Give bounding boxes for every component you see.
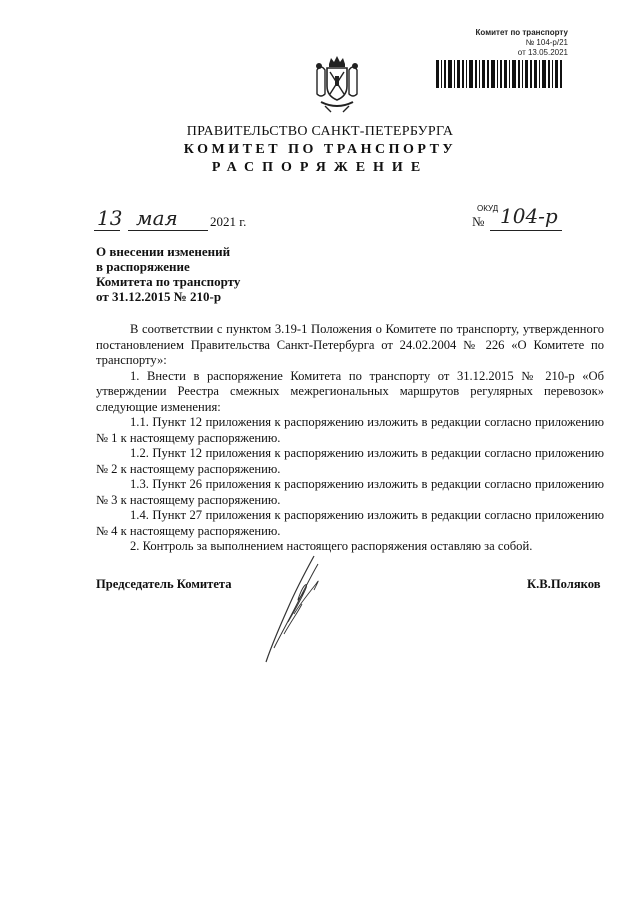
item-2-paragraph: 2. Контроль за выполнением настоящего распоряжения оставляю за собой. — [130, 539, 533, 553]
registration-stamp — [440, 28, 568, 58]
date-day: 13 — [97, 206, 123, 230]
day-underline — [94, 230, 120, 231]
date-year: 2021 г. — [210, 214, 247, 229]
date-line — [94, 208, 254, 234]
item-1-2-paragraph: 1.2. Пункт 12 приложения к распоряжению изложить в редакции согласно приложению № 2 к настоящему распоряжению. — [96, 446, 604, 476]
signatory-position: Председатель Комитета — [96, 577, 232, 591]
number-value: 104-р — [500, 204, 558, 228]
item-1-4-paragraph: 1.4. Пункт 27 приложения к распоряжению изложить в редакции согласно приложению № 4 к настоящему распоряжению. — [96, 508, 604, 538]
okud-label: ОКУД — [477, 204, 499, 213]
number-underline — [490, 230, 562, 231]
stamp-line-2: № 104-р/21 — [525, 38, 568, 47]
committee-title: КОМИТЕТ ПО ТРАНСПОРТУ — [183, 142, 457, 157]
subject-line-3: Комитета по транспорту — [96, 274, 241, 289]
item-1-1-paragraph: 1.1. Пункт 12 приложения к распоряжению изложить в редакции согласно приложению № 1 к настоящему распоряжению. — [96, 415, 604, 445]
document-number — [472, 204, 572, 234]
subject-line-4: от 31.12.2015 № 210-р — [96, 289, 222, 304]
item-1-paragraph: 1. Внести в распоряжение Комитета по транспорту от 31.12.2015 № 210-р «Об утверждении Реестра смежных межрегиональных маршрутов регулярных перевозок» следующие изменения: — [96, 368, 604, 414]
preamble-paragraph: В соответствии с пунктом 3.19-1 Положения о Комитете по транспорту, утвержденного постановлением Правительства Санкт-Петербурга от 24.02.2004 № 226 «О Комитете по транспорту»: — [96, 322, 604, 367]
date-month: мая — [136, 206, 178, 230]
document-type: РАСПОРЯЖЕНИЕ — [211, 160, 429, 175]
government-title: ПРАВИТЕЛЬСТВО САНКТ-ПЕТЕРБУРГА — [186, 124, 454, 139]
handwritten-signature — [258, 548, 338, 666]
subject-block — [96, 244, 240, 304]
month-underline — [128, 230, 208, 231]
subject-line-2: в распоряжение — [96, 259, 190, 274]
coat-of-arms-emblem — [311, 54, 363, 114]
item-1-3-paragraph: 1.3. Пункт 26 приложения к распоряжению изложить в редакции согласно приложению № 3 к настоящему распоряжению. — [96, 477, 604, 507]
stamp-line-1: Комитет по транспорту — [475, 28, 568, 37]
stamp-line-3: от 13.05.2021 — [517, 48, 568, 57]
document-body — [96, 322, 604, 555]
signatory-name: К.В.Поляков — [527, 577, 601, 591]
subject-line-1: О внесении изменений — [96, 244, 231, 259]
number-sign: № — [472, 214, 485, 229]
barcode — [436, 60, 564, 88]
